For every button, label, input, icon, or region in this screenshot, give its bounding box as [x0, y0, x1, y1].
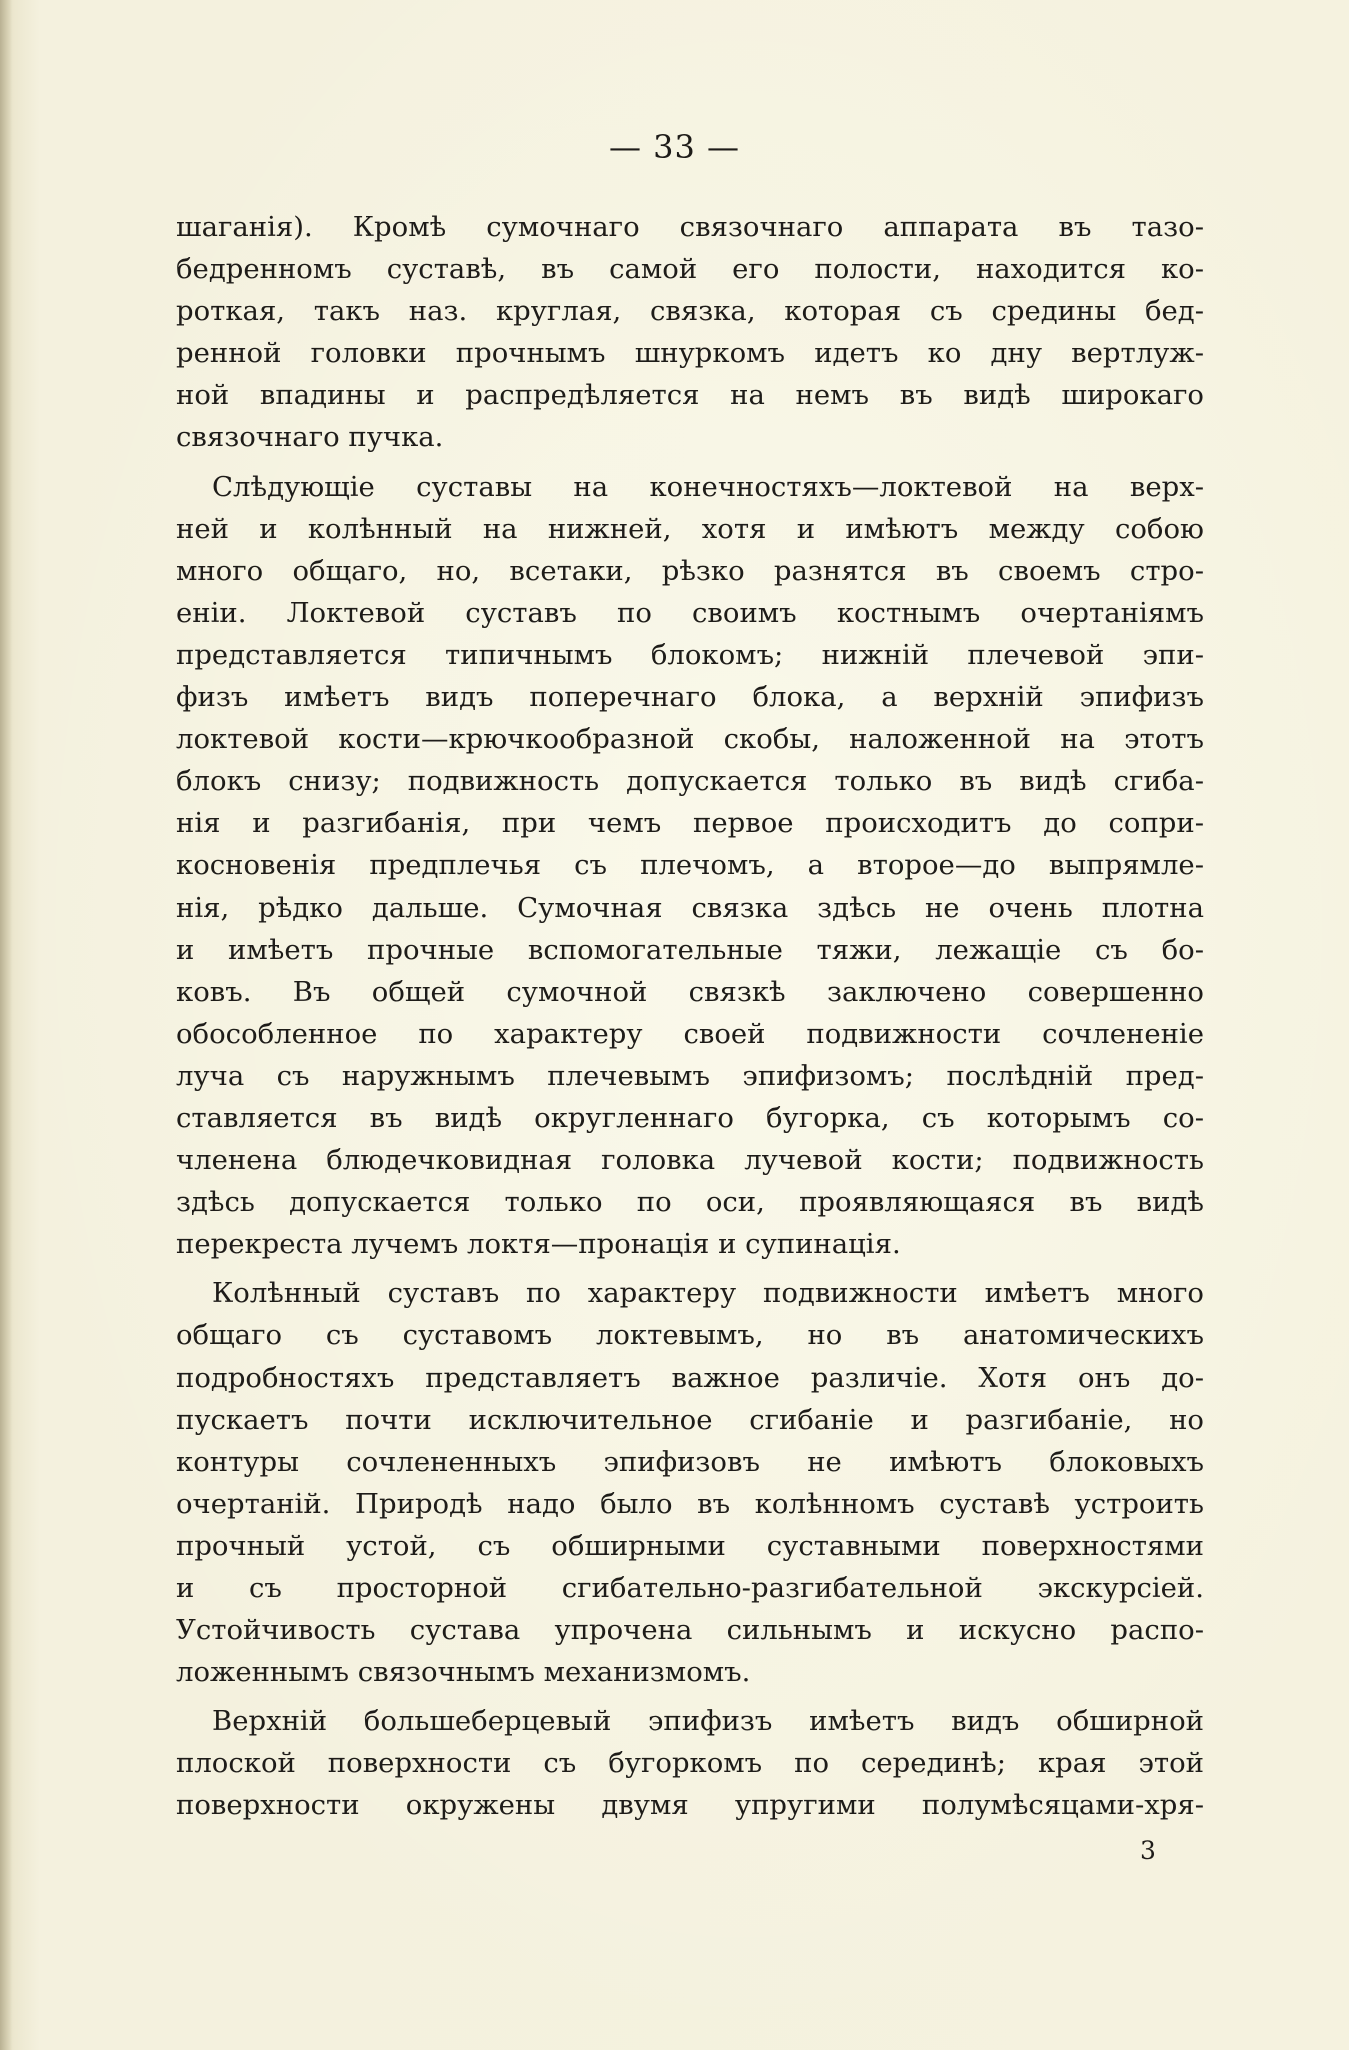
text-line: пускаетъ почти исключительное сгибаніе и разгибаніе, но: [176, 1403, 1204, 1436]
text-line: ней и колѣнный на нижней, хотя и имѣютъ между собою: [176, 512, 1204, 545]
text-line: ковъ. Въ общей сумочной связкѣ заключено совершенно: [176, 975, 1204, 1008]
text-line: общаго съ суставомъ локтевымъ, но въ анатомическихъ: [176, 1319, 1204, 1352]
text-line: физъ имѣетъ видъ поперечнаго блока, а верхній эпифизъ: [176, 681, 1204, 714]
text-line: луча съ наружнымъ плечевымъ эпифизомъ; послѣдній пред-: [176, 1059, 1204, 1092]
text-line: блокъ снизу; подвижность допускается только въ видѣ сгиба-: [176, 765, 1204, 798]
signature-mark: 3: [1140, 1836, 1156, 1865]
paragraph: [176, 466, 1204, 1266]
text-line: Колѣнный суставъ по характеру подвижности имѣетъ много: [212, 1277, 1204, 1310]
text-line: плоской поверхности съ бугоркомъ по серединѣ; края этой: [176, 1747, 1204, 1780]
page-binding-edge: [0, 0, 12, 2050]
text-line: ренной головки прочнымъ шнуркомъ идетъ ко дну вертлуж-: [176, 337, 1204, 370]
text-line: шаганія). Кромѣ сумочнаго связочнаго аппарата въ тазо-: [176, 211, 1204, 243]
text-line: локтевой кости—крючкообразной скобы, наложенной на этотъ: [176, 723, 1204, 756]
text-line: контуры сочлененныхъ эпифизовъ не имѣютъ блоковыхъ: [176, 1445, 1204, 1478]
text-line: поверхности окружены двумя упругими полумѣсяцами-хря-: [176, 1789, 1204, 1822]
text-line: Устойчивость сустава упрочена сильнымъ и искусно распо-: [176, 1614, 1204, 1647]
text-line: представляется типичнымъ блокомъ; нижній плечевой эпи-: [176, 638, 1204, 671]
text-line: членена блюдечковидная головка лучевой кости; подвижность: [176, 1144, 1204, 1177]
body-text: [176, 206, 1204, 1827]
text-line: перекреста лучемъ локтя—пронація и супинація.: [176, 1228, 901, 1261]
text-line: ной впадины и распредѣляется на немъ въ видѣ широкаго: [176, 379, 1204, 412]
paragraph: [176, 1272, 1204, 1693]
text-line: подробностяхъ представляетъ важное различіе. Хотя онъ до-: [176, 1361, 1204, 1394]
page-number: — 33 —: [608, 128, 741, 166]
text-line: прочный устой, съ обширными суставными поверхностями: [176, 1529, 1204, 1562]
paragraph: [176, 1700, 1204, 1826]
text-line: нія, рѣдко дальше. Сумочная связка здѣсь не очень плотна: [176, 891, 1204, 924]
text-line: нія и разгибанія, при чемъ первое происходитъ до сопри-: [176, 807, 1204, 840]
text-line: Слѣдующіе суставы на конечностяхъ—локтевой на верх-: [212, 470, 1204, 503]
text-line: ставляется въ видѣ округленнаго бугорка, съ которымъ со-: [176, 1101, 1204, 1134]
text-line: бедренномъ суставѣ, въ самой его полости, находится ко-: [176, 253, 1204, 286]
paragraph: [176, 206, 1204, 459]
text-line: связочнаго пучка.: [176, 421, 444, 454]
text-line: косновенія предплечья съ плечомъ, а второе—до выпрямле-: [176, 849, 1204, 882]
text-line: очертаній. Природѣ надо было въ колѣнномъ суставѣ устроить: [176, 1487, 1204, 1520]
text-line: Верхній большеберцевый эпифизъ имѣетъ видъ обширной: [212, 1705, 1204, 1738]
text-line: обособленное по характеру своей подвижности сочлененіе: [176, 1017, 1204, 1050]
text-line: здѣсь допускается только по оси, проявляющаяся въ видѣ: [176, 1186, 1204, 1219]
text-line: и имѣетъ прочные вспомогательные тяжи, лежащіе съ бо-: [176, 933, 1204, 966]
text-line: и съ просторной сгибательно-разгибательной экскурсіей.: [176, 1572, 1204, 1604]
text-line: роткая, такъ наз. круглая, связка, которая съ средины бед-: [176, 295, 1204, 328]
text-line: много общаго, но, всетаки, рѣзко разнятся въ своемъ стро-: [176, 554, 1204, 587]
text-line: ложеннымъ связочнымъ механизмомъ.: [176, 1656, 751, 1689]
text-line: еніи. Локтевой суставъ по своимъ костнымъ очертаніямъ: [176, 596, 1204, 629]
